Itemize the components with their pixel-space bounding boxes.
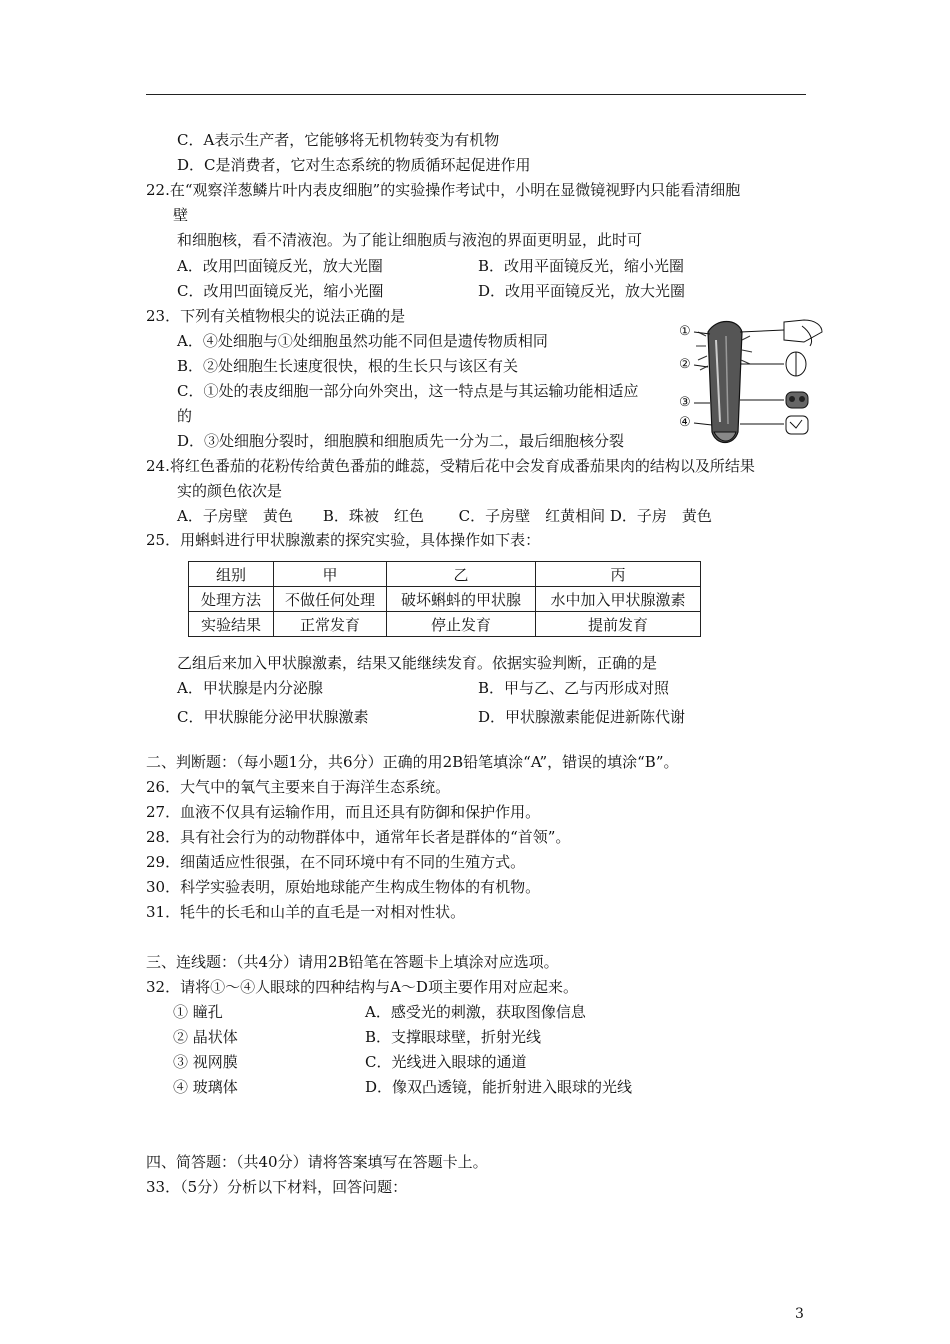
q29: 29．细菌适应性很强，在不同环境中有不同的生殖方式。 [146,853,526,871]
q32-function-a: A．感受光的刺激，获取图像信息 [365,1003,586,1021]
q32-structure-2: ② 晶状体 [173,1028,238,1046]
table-row [189,612,701,637]
header-rule [146,94,806,95]
q27: 27．血液不仅具有运输作用，而且还具有防御和保护作用。 [146,803,541,821]
q25-option-a: A．甲状腺是内分泌腺 [177,679,323,697]
q22-option-d: D．改用平面镜反光，放大光圈 [478,282,686,300]
q25-option-c: C．甲状腺能分泌甲状腺激素 [177,708,369,726]
q23-option-c-wrap: 的 [177,407,193,425]
figure-label-1: ① [679,324,691,339]
table-cell: 正常发育 [274,612,387,637]
table-cell: 水中加入甲状腺激素 [536,587,701,612]
q23-option-b: B．②处细胞生长速度很快，根的生长只与该区有关 [177,357,519,375]
q32-structure-4: ④ 玻璃体 [173,1078,238,1096]
table-cell: 实验结果 [189,612,274,637]
q26: 26．大气中的氧气主要来自于海洋生态系统。 [146,778,451,796]
q32-structure-1: ① 瞳孔 [173,1003,223,1021]
section-3-heading: 三、连线题：（共4分）请用2B铅笔在答题卡上填涂对应选项。 [146,953,559,971]
q23-stem: 23．下列有关植物根尖的说法正确的是 [146,307,406,325]
table-cell: 乙 [387,562,536,587]
q22-stem-cont: 和细胞核，看不清液泡。为了能让细胞质与液泡的界面更明显，此时可 [177,231,643,249]
q23-option-c: C．①处的表皮细胞一部分向外突出，这一特点是与其运输功能相适应 [177,382,639,400]
q24-stem: 24.将红色番茄的花粉传给黄色番茄的雌蕊，受精后花中会发育成番茄果肉的结构以及所结果 [146,457,755,475]
q24-stem-cont: 实的颜色依次是 [177,482,283,500]
q23-option-d: D．③处细胞分裂时，细胞膜和细胞质先一分为二，最后细胞核分裂 [177,432,625,450]
q33-stem: 33．（5分）分析以下材料，回答问题： [146,1178,408,1196]
q22-option-c: C．改用凹面镜反光，缩小光圈 [177,282,384,300]
q32-function-d: D．像双凸透镜，能折射进入眼球的光线 [365,1078,633,1096]
q32-function-b: B．支撑眼球壁，折射光线 [365,1028,542,1046]
figure-label-3: ③ [679,395,691,410]
table-cell: 组别 [189,562,274,587]
section-4-heading: 四、简答题：（共40分）请将答案填写在答题卡上。 [146,1153,488,1171]
table-cell: 丙 [536,562,701,587]
q22-option-a: A．改用凹面镜反光，放大光圈 [177,257,383,275]
q31: 31．牦牛的长毛和山羊的直毛是一对相对性状。 [146,903,466,921]
q25-stem: 25．用蝌蚪进行甲状腺激素的探究实验，具体操作如下表： [146,531,541,549]
q23-option-a: A．④处细胞与①处细胞虽然功能不同但是遗传物质相同 [177,332,548,350]
q28: 28．具有社会行为的动物群体中，通常年长者是群体的“首领”。 [146,828,571,846]
page-number: 3 [795,1306,804,1322]
table-cell: 甲 [274,562,387,587]
table-cell: 破坏蝌蚪的甲状腺 [387,587,536,612]
q25-table [188,561,701,637]
table-cell: 处理方法 [189,587,274,612]
table-row [189,562,701,587]
q22-stem-wrap: 壁 [173,206,189,224]
table-cell: 停止发育 [387,612,536,637]
table-row [189,587,701,612]
table-cell: 提前发育 [536,612,701,637]
q24-options: A．子房壁 黄色 B．珠被 红色 C．子房壁 红黄相间 D．子房 黄色 [177,507,712,525]
q25-option-b: B．甲与乙、乙与丙形成对照 [478,679,670,697]
q25-option-d: D．甲状腺激素能促进新陈代谢 [478,708,686,726]
q21-option-c: C．A表示生产者，它能够将无机物转变为有机物 [177,131,500,149]
section-2-heading: 二、判断题：（每小题1分，共6分）正确的用2B铅笔填涂“A”，错误的填涂“B”。 [146,753,679,771]
q30: 30．科学实验表明，原始地球能产生构成生物体的有机物。 [146,878,541,896]
q22-option-b: B．改用平面镜反光，缩小光圈 [478,257,685,275]
q25-after-table: 乙组后来加入甲状腺激素，结果又能继续发育。依据实验判断，正确的是 [177,654,658,672]
q32-stem: 32．请将①～④人眼球的四种结构与A～D项主要作用对应起来。 [146,978,578,996]
figure-label-4: ④ [679,415,691,430]
table-cell: 不做任何处理 [274,587,387,612]
q32-structure-3: ③ 视网膜 [173,1053,238,1071]
q32-function-c: C．光线进入眼球的通道 [365,1053,527,1071]
q22-stem: 22.在“观察洋葱鳞片叶内表皮细胞”的实验操作考试中，小明在显微镜视野内只能看清细胞 [146,181,741,199]
figure-label-2: ② [679,357,691,372]
root-tip-figure [676,312,826,450]
q21-option-d: D．C是消费者，它对生态系统的物质循环起促进作用 [177,156,531,174]
